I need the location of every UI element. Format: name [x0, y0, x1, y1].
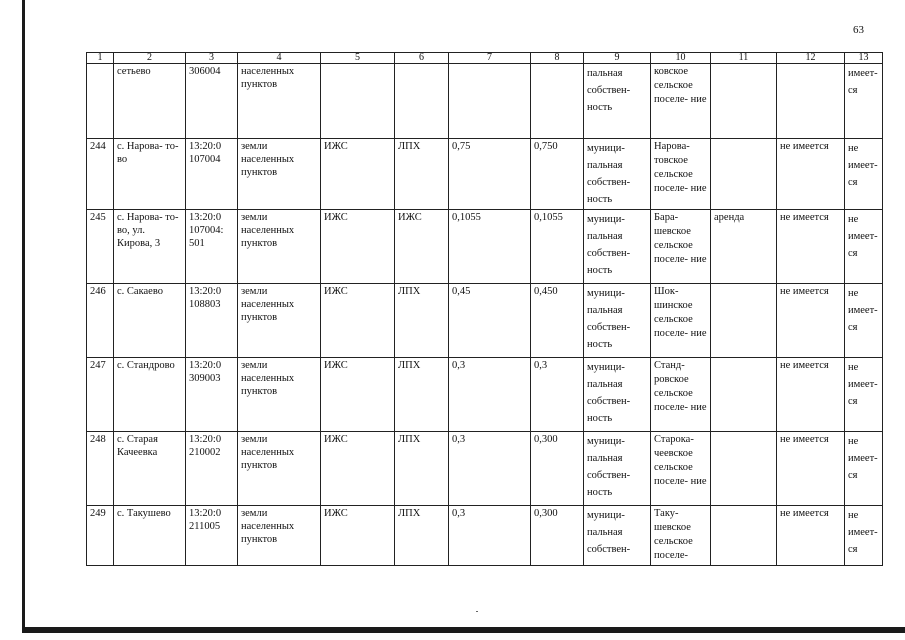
cell-encumbrance: аренда — [711, 210, 777, 284]
cell-registration: не имеет- ся — [845, 139, 883, 210]
land-register-table — [86, 52, 883, 566]
column-number-row — [87, 53, 883, 64]
cell-settlement: с. Нарова- то-во, ул. Кирова, 3 — [114, 210, 186, 284]
cell-use: ИЖС — [321, 358, 395, 432]
cell-use — [321, 64, 395, 139]
cell-use: ИЖС — [321, 506, 395, 566]
cell-area2: 0,300 — [531, 506, 584, 566]
table-row — [87, 432, 883, 506]
column-number: 3 — [186, 53, 238, 64]
cell-settlement: с. Нарова- то-во — [114, 139, 186, 210]
cell-ownership: муници- пальная собствен- ность — [584, 139, 651, 210]
cell-registration: не имеет- ся — [845, 210, 883, 284]
cell-municipality: Бара- шевское сельское поселе- ние — [651, 210, 711, 284]
cell-ownership: муници- пальная собствен- ность — [584, 432, 651, 506]
cell-settlement: с. Старая Качеевка — [114, 432, 186, 506]
cell-cadastral: 13:20:0 107004: 501 — [186, 210, 238, 284]
column-number: 2 — [114, 53, 186, 64]
cell-other: не имеется — [777, 139, 845, 210]
cell-num: 246 — [87, 284, 114, 358]
cell-category: земли населенных пунктов — [238, 432, 321, 506]
cell-area2 — [531, 64, 584, 139]
table-row — [87, 210, 883, 284]
table-body — [87, 64, 883, 566]
column-number: 10 — [651, 53, 711, 64]
column-number: 6 — [395, 53, 449, 64]
cell-municipality: Таку- шевское сельское поселе- — [651, 506, 711, 566]
cell-permitted: ЛПХ — [395, 358, 449, 432]
cell-cadastral: 13:20:0 210002 — [186, 432, 238, 506]
cell-permitted — [395, 64, 449, 139]
cell-cadastral: 306004 — [186, 64, 238, 139]
column-number: 8 — [531, 53, 584, 64]
cell-area2: 0,3 — [531, 358, 584, 432]
cell-num: 244 — [87, 139, 114, 210]
cell-category: земли населенных пунктов — [238, 506, 321, 566]
cell-encumbrance — [711, 358, 777, 432]
cell-cadastral: 13:20:0 309003 — [186, 358, 238, 432]
cell-use: ИЖС — [321, 210, 395, 284]
cell-category: населенных пунктов — [238, 64, 321, 139]
cell-settlement: с. Такушево — [114, 506, 186, 566]
cell-area2: 0,300 — [531, 432, 584, 506]
column-number: 13 — [845, 53, 883, 64]
cell-use: ИЖС — [321, 284, 395, 358]
cell-municipality: Нарова- товское сельское поселе- ние — [651, 139, 711, 210]
cell-cadastral: 13:20:0 211005 — [186, 506, 238, 566]
cell-settlement: с. Стандрово — [114, 358, 186, 432]
cell-encumbrance — [711, 432, 777, 506]
cell-permitted: ЛПХ — [395, 506, 449, 566]
table-row — [87, 506, 883, 566]
cell-use: ИЖС — [321, 432, 395, 506]
column-number: 7 — [449, 53, 531, 64]
cell-other: не имеется — [777, 284, 845, 358]
cell-settlement: сетьево — [114, 64, 186, 139]
cell-area1: 0,1055 — [449, 210, 531, 284]
column-number: 11 — [711, 53, 777, 64]
cell-num: 245 — [87, 210, 114, 284]
cell-ownership: муници- пальная собствен- ность — [584, 358, 651, 432]
cell-registration: не имеет- ся — [845, 284, 883, 358]
column-number: 1 — [87, 53, 114, 64]
cell-area2: 0,450 — [531, 284, 584, 358]
cell-permitted: ЛПХ — [395, 432, 449, 506]
table-row — [87, 139, 883, 210]
cell-num: 248 — [87, 432, 114, 506]
page-number: 63 — [853, 24, 864, 36]
cell-cadastral: 13:20:0 108803 — [186, 284, 238, 358]
cell-other: не имеется — [777, 506, 845, 566]
table-row — [87, 284, 883, 358]
cell-municipality: Станд- ровское сельское поселе- ние — [651, 358, 711, 432]
cell-encumbrance — [711, 139, 777, 210]
column-number: 12 — [777, 53, 845, 64]
cell-area1: 0,3 — [449, 358, 531, 432]
cell-category: земли населенных пунктов — [238, 210, 321, 284]
cell-settlement: с. Сакаево — [114, 284, 186, 358]
cell-registration: не имеет- ся — [845, 506, 883, 566]
cell-other: не имеется — [777, 358, 845, 432]
cell-ownership: муници- пальная собствен- ность — [584, 284, 651, 358]
cell-num: 249 — [87, 506, 114, 566]
cell-area1: 0,75 — [449, 139, 531, 210]
column-number: 9 — [584, 53, 651, 64]
cell-ownership: муници- пальная собствен- — [584, 506, 651, 566]
cell-municipality: Шок- шинское сельское поселе- ние — [651, 284, 711, 358]
cell-other — [777, 64, 845, 139]
cell-cadastral: 13:20:0 107004 — [186, 139, 238, 210]
cell-permitted: ЛПХ — [395, 139, 449, 210]
cell-registration: не имеет- ся — [845, 432, 883, 506]
cell-ownership: пальная собствен- ность — [584, 64, 651, 139]
cell-registration: не имеет- ся — [845, 358, 883, 432]
cell-use: ИЖС — [321, 139, 395, 210]
cell-area1: 0,3 — [449, 506, 531, 566]
cell-num — [87, 64, 114, 139]
scan-speck — [476, 611, 478, 612]
cell-encumbrance — [711, 506, 777, 566]
cell-area2: 0,750 — [531, 139, 584, 210]
column-number: 5 — [321, 53, 395, 64]
cell-permitted: ЛПХ — [395, 284, 449, 358]
cell-area1: 0,3 — [449, 432, 531, 506]
cell-permitted: ИЖС — [395, 210, 449, 284]
scan-left-border — [22, 0, 25, 632]
cell-encumbrance — [711, 64, 777, 139]
table-row — [87, 64, 883, 139]
cell-category: земли населенных пунктов — [238, 358, 321, 432]
cell-area1: 0,45 — [449, 284, 531, 358]
cell-other: не имеется — [777, 432, 845, 506]
cell-municipality: ковское сельское поселе- ние — [651, 64, 711, 139]
cell-category: земли населенных пунктов — [238, 284, 321, 358]
table-row — [87, 358, 883, 432]
cell-other: не имеется — [777, 210, 845, 284]
column-number: 4 — [238, 53, 321, 64]
cell-ownership: муници- пальная собствен- ность — [584, 210, 651, 284]
cell-encumbrance — [711, 284, 777, 358]
cell-registration: имеет- ся — [845, 64, 883, 139]
scan-bottom-border — [22, 627, 905, 633]
cell-category: земли населенных пунктов — [238, 139, 321, 210]
cell-municipality: Старока- чеевское сельское поселе- ние — [651, 432, 711, 506]
cell-area1 — [449, 64, 531, 139]
cell-area2: 0,1055 — [531, 210, 584, 284]
cell-num: 247 — [87, 358, 114, 432]
